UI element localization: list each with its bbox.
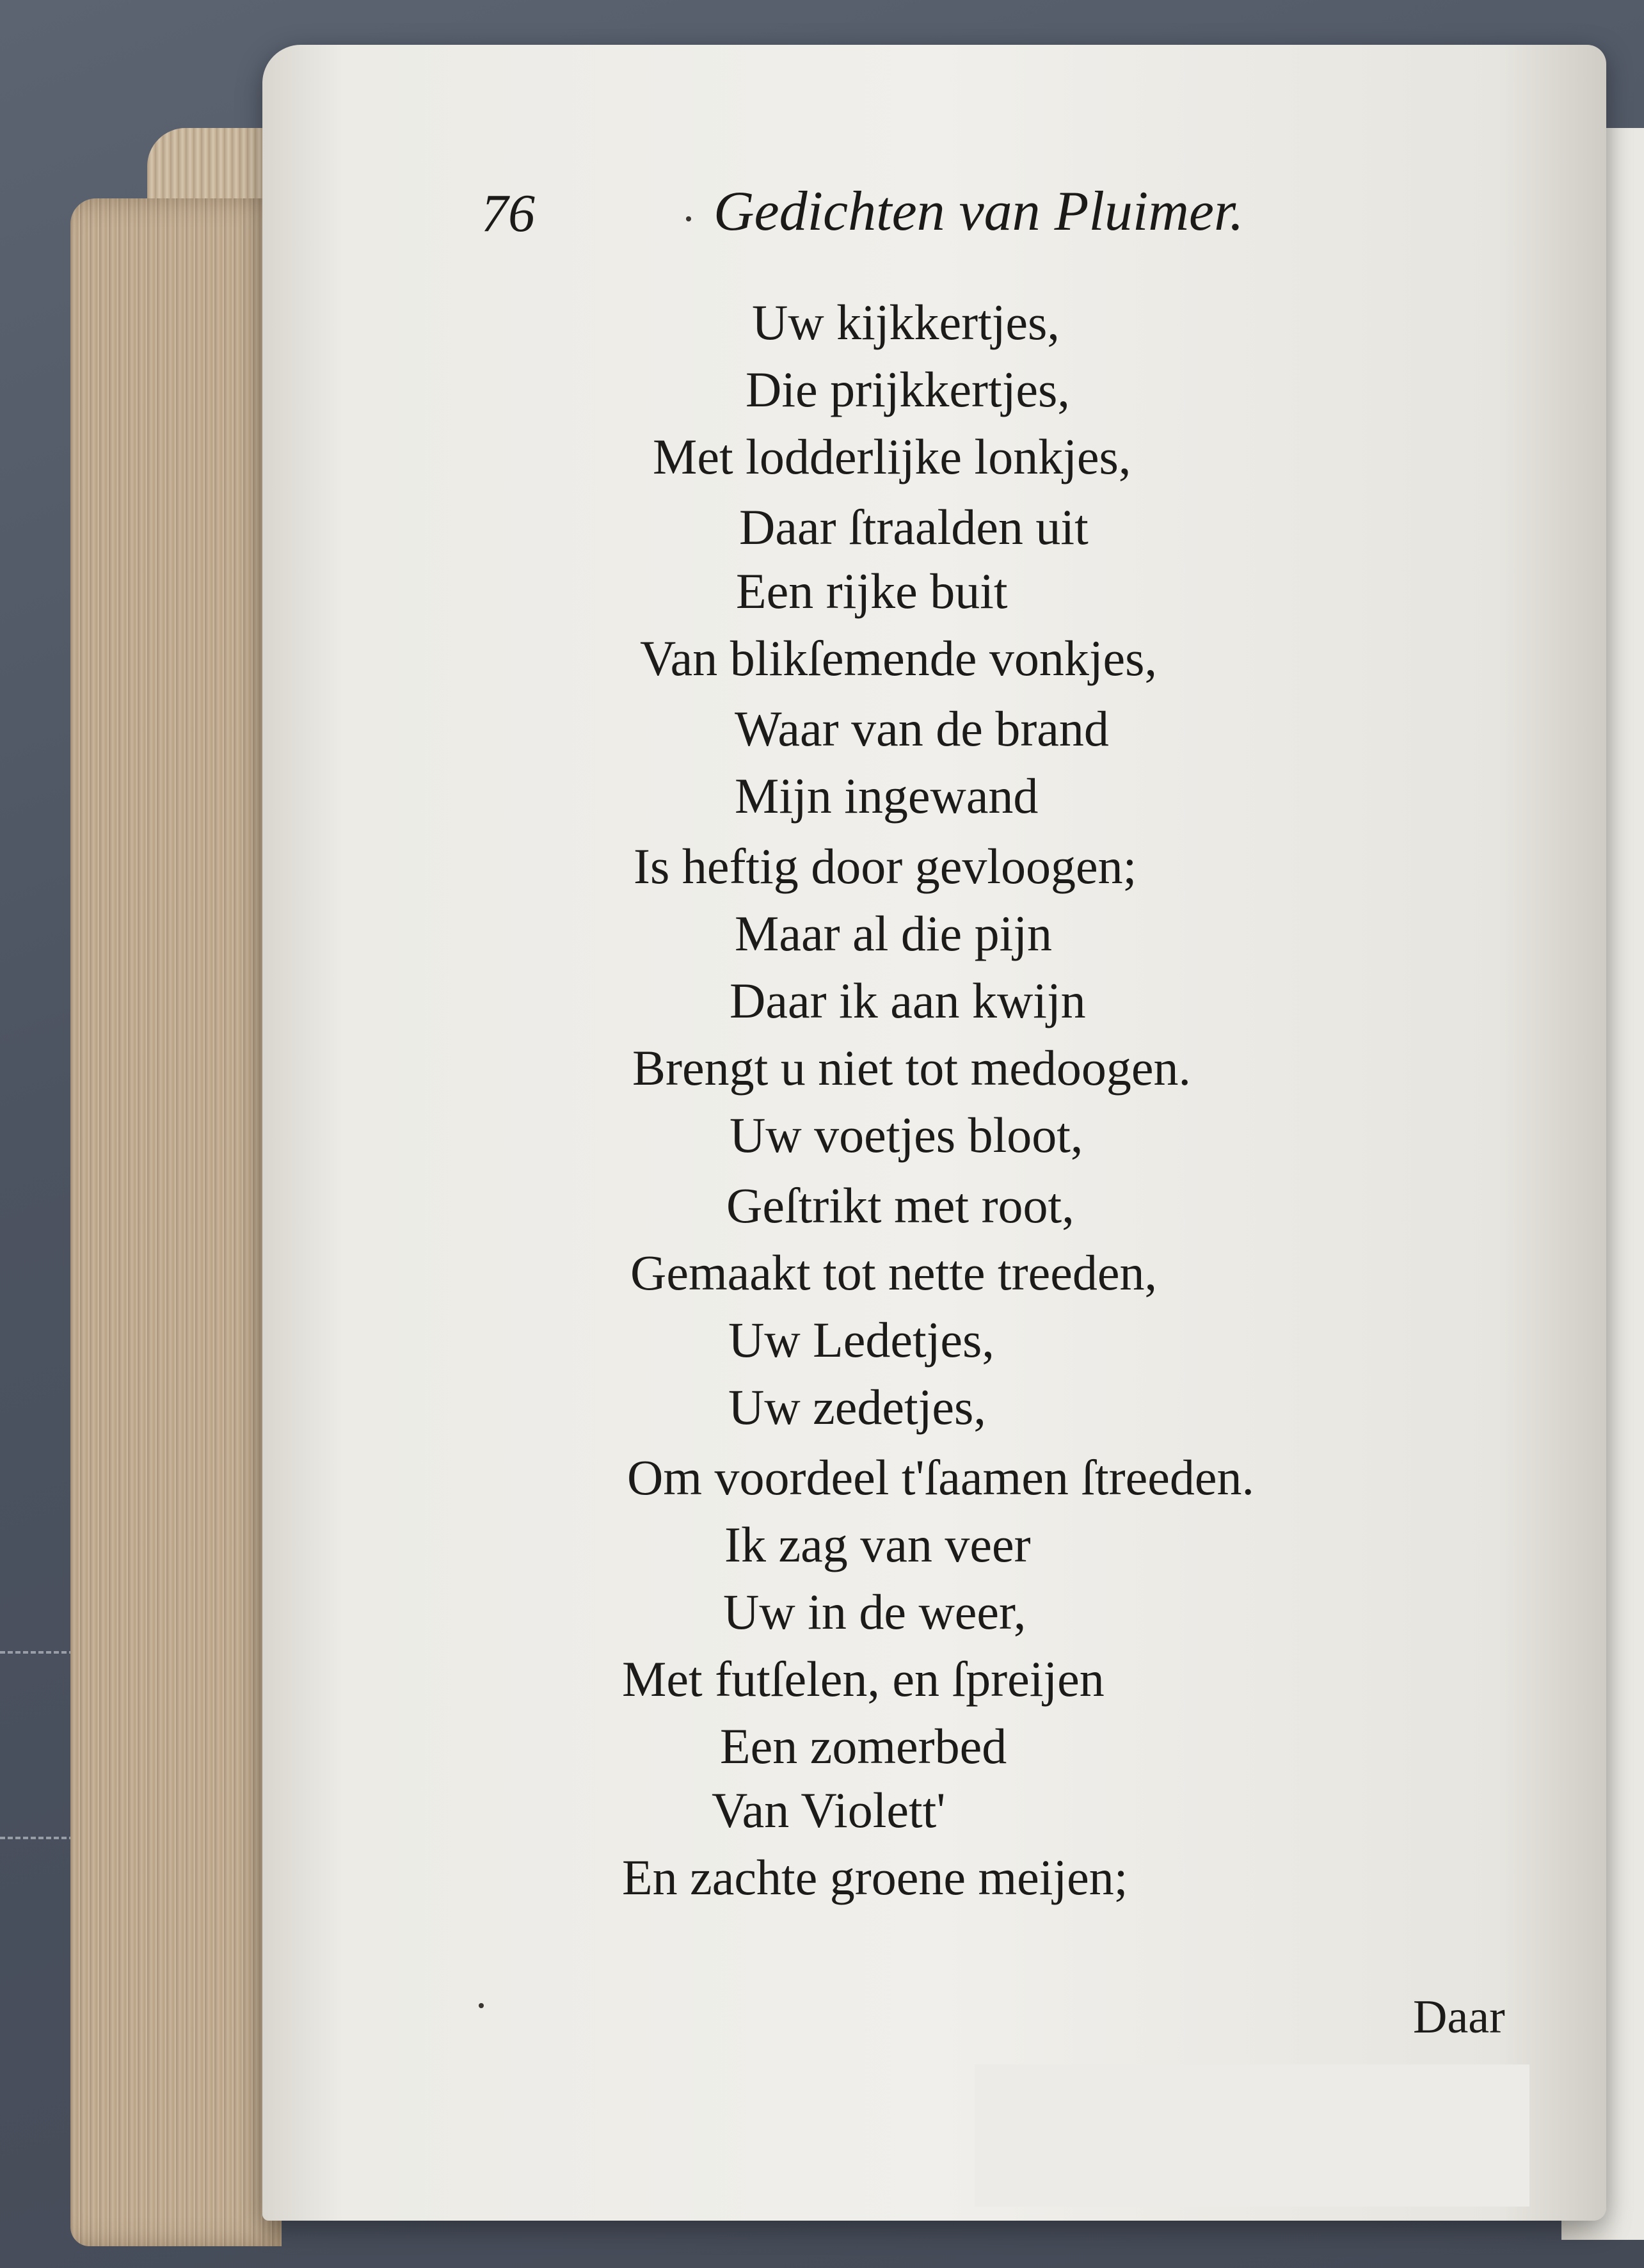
poem-line: Om voordeel t'ſaamen ſtreeden.	[627, 1449, 1254, 1505]
poem-line: Met lodderlijke lonkjes,	[653, 429, 1131, 484]
poem-line: Geſtrikt met root,	[726, 1178, 1074, 1233]
poem-line: Uw zedetjes,	[728, 1379, 986, 1435]
poem-line: Mijn ingewand	[735, 768, 1039, 824]
poem-line: Van blikſemende vonkjes,	[640, 630, 1157, 686]
poem-line: Daar ſtraalden uit	[739, 499, 1089, 555]
page-number: 76	[481, 184, 535, 243]
ink-speck	[479, 2003, 484, 2008]
poem-line: Gemaakt tot nette treeden,	[630, 1245, 1157, 1300]
poem-line: Brengt u niet tot medoogen.	[632, 1040, 1192, 1096]
poem-line: En zachte groene meijen;	[622, 1849, 1128, 1905]
poem-line: Uw voetjes bloot,	[730, 1107, 1083, 1163]
poem-line: Van Violett'	[712, 1782, 946, 1838]
poem-line: Een zomerbed	[720, 1718, 1007, 1774]
poem-line: Met futſelen, en ſpreijen	[622, 1651, 1105, 1707]
poem-line: Daar ik aan kwijn	[730, 973, 1086, 1028]
redaction-box	[975, 2064, 1529, 2207]
poem-line: Die prijkkertjes,	[746, 362, 1070, 417]
poem-line: Uw Ledetjes,	[728, 1312, 994, 1368]
poem-line: Waar van de brand	[735, 701, 1109, 756]
poem-line: Uw in de weer,	[723, 1584, 1026, 1640]
catchword: Daar	[1413, 1991, 1505, 2043]
poem-line: Een rijke buit	[736, 563, 1008, 619]
poem-line: Ik zag van veer	[724, 1517, 1031, 1572]
book-page-edges	[70, 198, 282, 2246]
poem-line: Is heftig door gevloogen;	[634, 838, 1137, 894]
ink-speck	[686, 216, 691, 221]
poem-line: Uw kijkkertjes,	[752, 294, 1060, 350]
poem-line: Maar al die pijn	[735, 906, 1052, 961]
running-head: Gedichten van Pluimer.	[714, 180, 1244, 243]
